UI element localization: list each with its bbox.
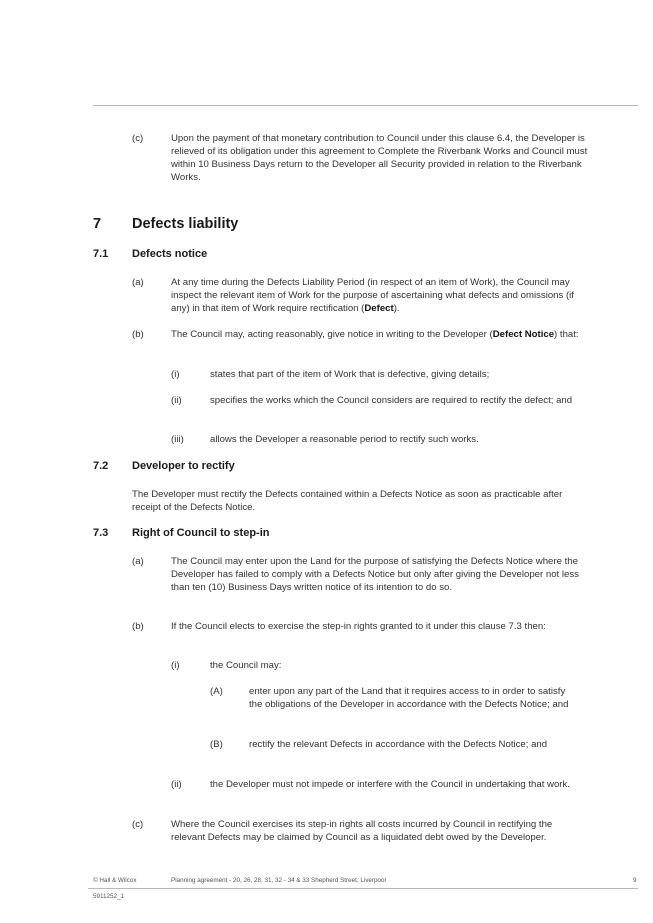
clause-7-3-b-i-label: (i) [171, 660, 180, 671]
section-7-3-title: Right of Council to step-in [132, 527, 270, 539]
clause-7-3-b-ii-label: (ii) [171, 779, 182, 790]
clause-7-2-text: The Developer must rectify the Defects contained within a Defects Notice as soon as practicable after receipt of the Defects Notice. [132, 489, 563, 513]
clause-6-4-c-label: (c) [132, 133, 144, 144]
section-7-2-number: 7.2 [93, 460, 109, 472]
clause-7-1-b-ii-text: specifies the works which the Council considers are required to rectify the defect; and [210, 395, 573, 406]
clause-7-3-b-i-A-label: (A) [210, 686, 223, 697]
clause-7-1-b-iii-text: allows the Developer a reasonable period to rectify such works. [210, 434, 479, 445]
footer-rule [88, 888, 638, 889]
clause-7-3-b-i-B-text: rectify the relevant Defects in accordance with the Defects Notice; and [249, 739, 548, 750]
clause-7-3-b-label: (b) [132, 621, 144, 632]
clause-7-3-a-label: (a) [132, 556, 144, 567]
footer-firm: © Hall & Wilcox [93, 877, 137, 884]
clause-7-3-b-text: If the Council elects to exercise the step-in rights granted to it under this clause 7.3 then: [171, 621, 546, 632]
clause-7-3-c-label: (c) [132, 819, 144, 830]
section-7-title: Defects liability [132, 216, 239, 232]
section-7-3-number: 7.3 [93, 527, 109, 539]
section-7-number: 7 [93, 216, 102, 232]
clause-7-1-b-label: (b) [132, 329, 144, 340]
clause-7-3-c-text: Where the Council exercises its step-in rights all costs incurred by Council in rectifying the relevant Defects may be claimed by Council as a liquidated debt owed by the Developer. [171, 819, 553, 843]
clause-7-3-a-text: The Council may enter upon the Land for the purpose of satisfying the Defects Notice where the Developer has failed to comply with a Defects Notice but only after giving the Developer not less than ten (10) Business Days written notice of its intention to do so. [171, 556, 579, 593]
footer-page-number: 9 [633, 877, 637, 884]
clause-6-4-c-text: Upon the payment of that monetary contribution to Council under this clause 6.4, the Developer is relieved of its obligation under this agreement to Complete the Riverbank Works and Council must within 10 Business Days return to the Developer all Security provided in relation to the Riverbank Works. [171, 133, 588, 183]
clause-7-1-b-i-text: states that part of the item of Work that is defective, giving details; [210, 369, 490, 380]
clause-7-1-b-iii-label: (iii) [171, 434, 184, 445]
clause-7-1-b-ii-label: (ii) [171, 395, 182, 406]
clause-7-1-a-text: At any time during the Defects Liability Period (in respect of an item of Work), the Council may inspect the relevant item of Work for the purpose of ascertaining what defects and omissions (if any) in that item of Work require rectification (Defect). [171, 277, 574, 314]
section-7-1-number: 7.1 [93, 248, 109, 260]
header-rule [93, 105, 638, 106]
clause-7-3-b-i-text: the Council may: [210, 660, 282, 671]
clause-7-3-b-ii-text: the Developer must not impede or interfere with the Council in undertaking that work. [210, 779, 570, 790]
footer-reference: 5911252_1 [93, 893, 125, 900]
clause-7-3-b-i-B-label: (B) [210, 739, 223, 750]
defect-term: Defect [364, 303, 394, 314]
clause-7-1-a-label: (a) [132, 277, 144, 288]
clause-7-1-b-text: The Council may, acting reasonably, give notice in writing to the Developer (Defect Notice) that: [171, 329, 579, 340]
section-7-2-title: Developer to rectify [132, 460, 235, 472]
clause-7-1-b-i-label: (i) [171, 369, 180, 380]
footer-document-title: Planning agreement - 20, 26, 28, 31, 32 - 34 & 33 Shepherd Street, Liverpool [171, 877, 386, 884]
clause-7-3-b-i-A-text: enter upon any part of the Land that it requires access to in order to satisfy the obligations of the Developer in accordance with the Defects Notice; and [249, 686, 569, 710]
defect-notice-term: Defect Notice [492, 329, 555, 340]
section-7-1-title: Defects notice [132, 248, 208, 260]
